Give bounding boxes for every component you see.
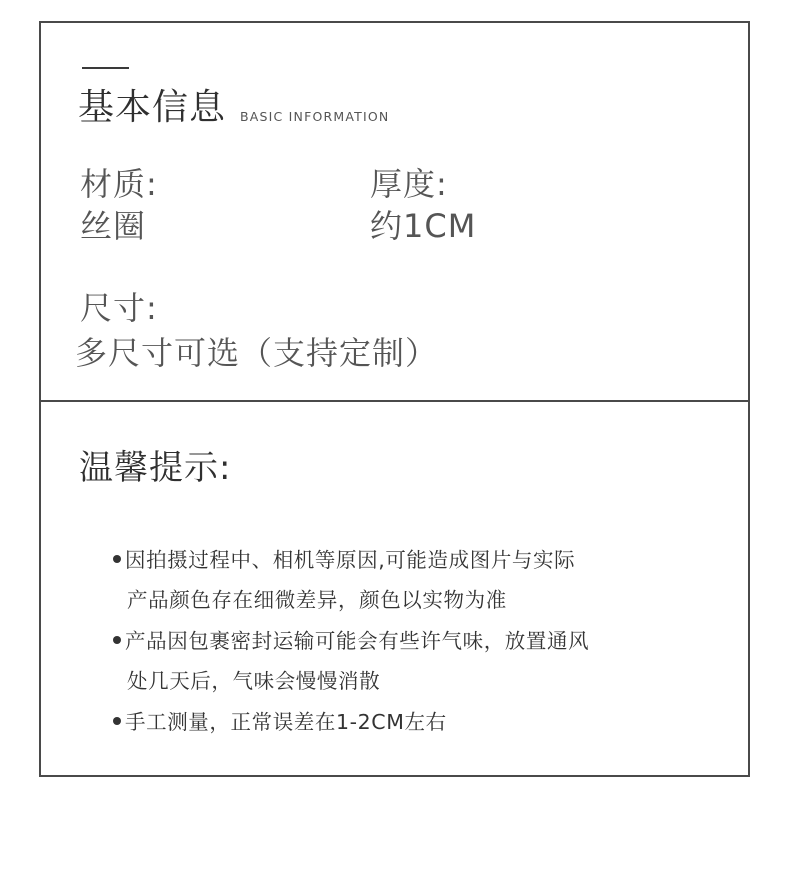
tip-item-2-line-2: 处几天后，气味会慢慢消散: [127, 669, 381, 693]
tip-text: 产品因包裹密封运输可能会有些许气味，放置通风: [125, 629, 590, 653]
tip-item-3-line-1: [113, 705, 447, 735]
info-card: [39, 21, 750, 777]
bullet-dot-icon: [113, 636, 121, 644]
material-label: 材质:: [80, 165, 158, 203]
tip-item-1-line-1: [113, 543, 575, 573]
bullet-dot-icon: [113, 555, 121, 563]
tip-item-2-line-1: [113, 624, 589, 654]
tips-title: 温馨提示:: [79, 448, 232, 488]
bullet-dot-icon: [113, 717, 121, 725]
tip-text: 因拍摄过程中、相机等原因,可能造成图片与实际: [125, 548, 576, 572]
title-dash-decoration: [82, 67, 129, 69]
section-divider: [41, 400, 748, 402]
size-label: 尺寸:: [80, 289, 158, 327]
basic-info-title: 基本信息: [78, 87, 227, 128]
material-value: 丝圈: [80, 207, 147, 245]
tip-text: 手工测量，正常误差在1-2CM左右: [125, 710, 447, 734]
basic-info-subtitle: BASIC INFORMATION: [240, 109, 390, 124]
tip-item-1-line-2: 产品颜色存在细微差异，颜色以实物为准: [127, 588, 507, 612]
thickness-label: 厚度:: [370, 165, 448, 203]
size-value: 多尺寸可选（支持定制）: [75, 334, 439, 372]
thickness-value: 约1CM: [370, 207, 477, 245]
